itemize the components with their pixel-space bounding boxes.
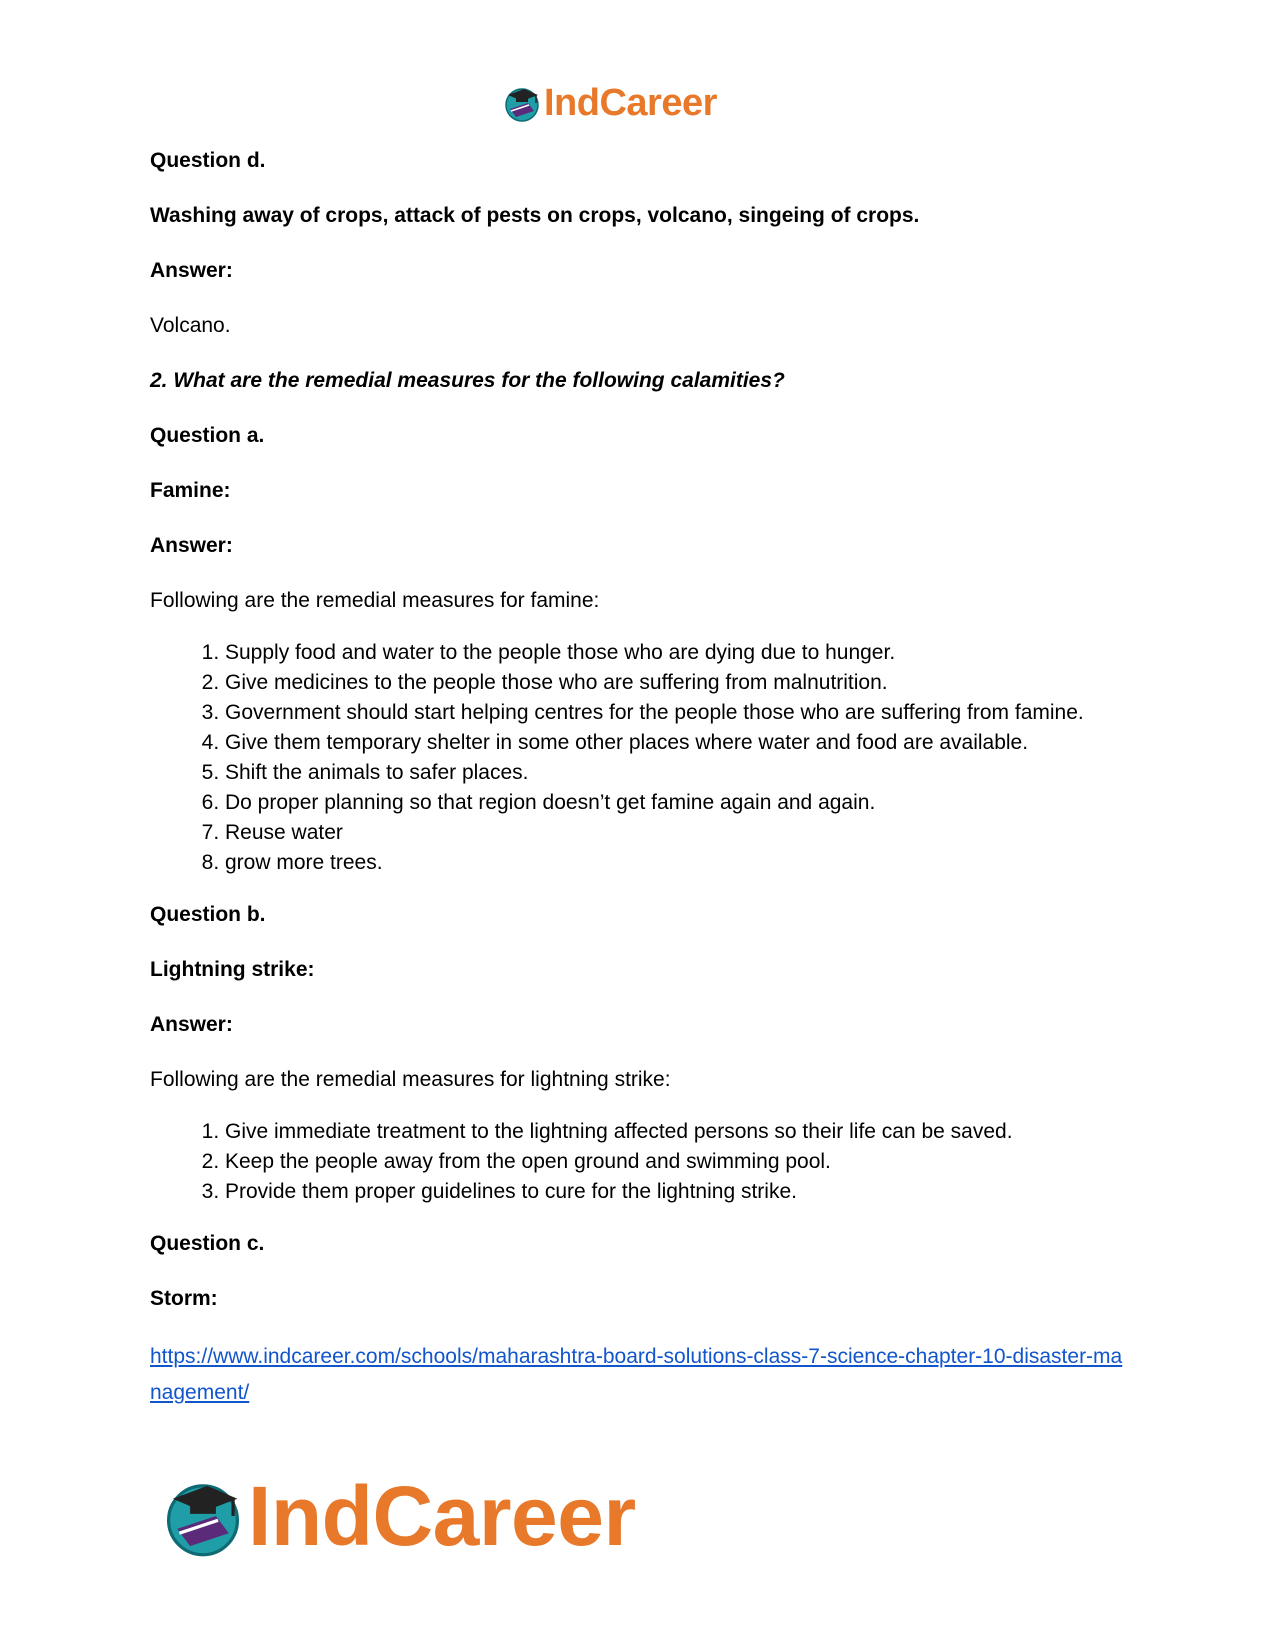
header-logo — [502, 80, 717, 126]
document-body — [150, 146, 1130, 1411]
question-d-prompt: Washing away of crops, attack of pests on crops, volcano, singeing of crops. — [150, 204, 920, 227]
section-2-heading: 2. What are the remedial measures for the following calamities? — [150, 369, 785, 392]
lightning-measures-list — [150, 1117, 1130, 1207]
list-item: 3. Provide them proper guidelines to cure for the lightning strike. — [225, 1177, 1130, 1207]
question-b-intro: Following are the remedial measures for lightning strike: — [150, 1068, 671, 1091]
graduation-cap-book-globe-icon — [502, 83, 542, 123]
list-item: 1. Give immediate treatment to the lightning affected persons so their life can be saved. — [225, 1117, 1130, 1147]
source-url-link[interactable]: https://www.indcareer.com/schools/maharashtra-board-solutions-class-7-science-chapter-10-disaster-management/ — [150, 1345, 1123, 1404]
list-item: 8. grow more trees. — [225, 848, 1130, 878]
graduation-cap-book-globe-icon — [160, 1473, 246, 1559]
footer-logo — [160, 1466, 636, 1566]
brand-wordmark: IndCareer — [248, 1469, 636, 1563]
list-item: 2. Give medicines to the people those who are suffering from malnutrition. — [225, 668, 1130, 698]
famine-measures-list — [150, 638, 1130, 878]
brand-wordmark: IndCareer — [544, 82, 717, 124]
list-item: 1. Supply food and water to the people those who are dying due to hunger. — [225, 638, 1130, 668]
list-item: 7. Reuse water — [225, 818, 1130, 848]
question-d-label: Question d. — [150, 149, 266, 172]
question-a-intro: Following are the remedial measures for famine: — [150, 589, 600, 612]
list-item: 2. Keep the people away from the open ground and swimming pool. — [225, 1147, 1130, 1177]
list-item: 4. Give them temporary shelter in some other places where water and food are available. — [225, 728, 1130, 758]
question-b-answer-label: Answer: — [150, 1013, 233, 1036]
question-c-topic: Storm: — [150, 1287, 218, 1310]
question-a-label: Question a. — [150, 424, 265, 447]
question-d-answer-label: Answer: — [150, 259, 233, 282]
question-c-label: Question c. — [150, 1232, 265, 1255]
list-item: 5. Shift the animals to safer places. — [225, 758, 1130, 788]
list-item: 6. Do proper planning so that region doesn’t get famine again and again. — [225, 788, 1130, 818]
question-b-label: Question b. — [150, 903, 266, 926]
question-a-topic: Famine: — [150, 479, 231, 502]
list-item: 3. Government should start helping centres for the people those who are suffering from famine. — [225, 698, 1130, 728]
question-a-answer-label: Answer: — [150, 534, 233, 557]
question-b-topic: Lightning strike: — [150, 958, 315, 981]
question-d-answer: Volcano. — [150, 314, 231, 337]
